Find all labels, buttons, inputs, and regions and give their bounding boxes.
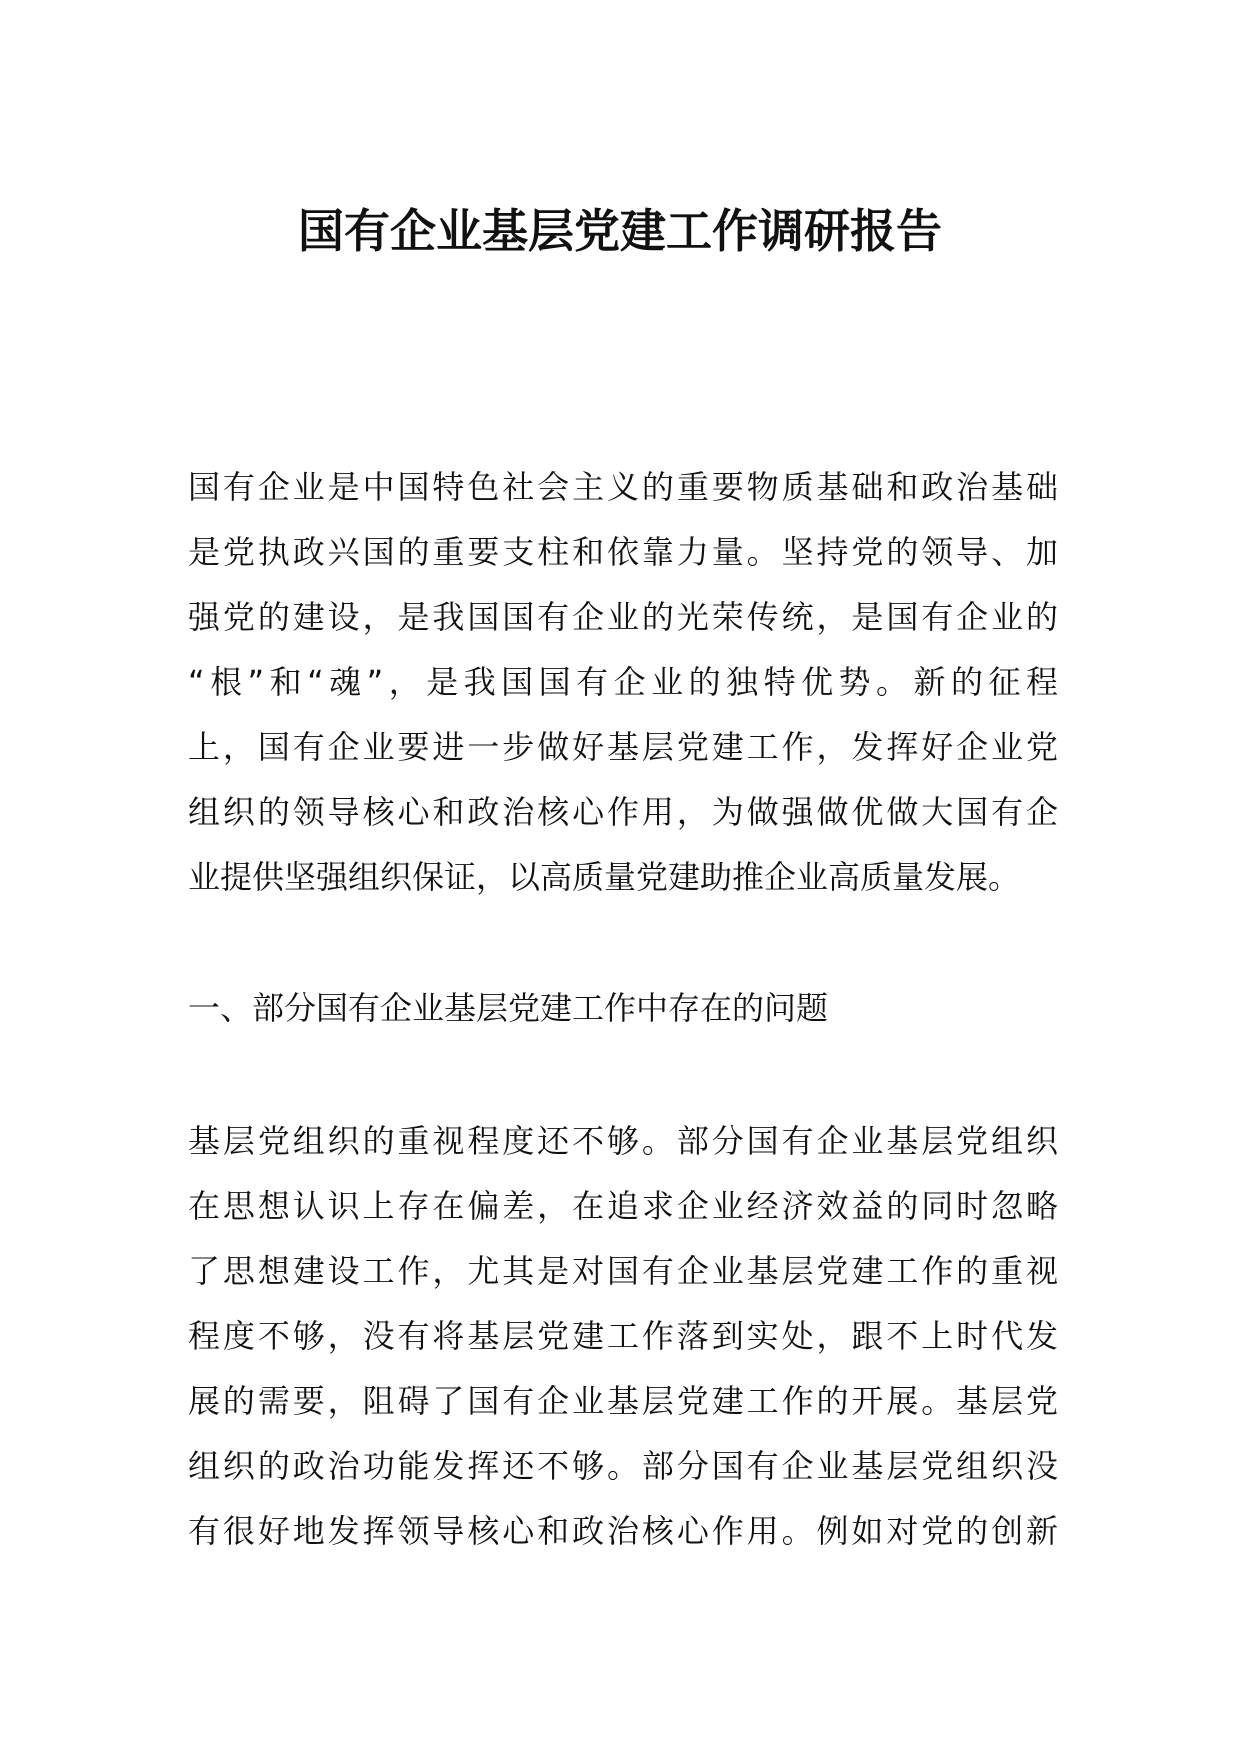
spacer: [188, 1041, 1058, 1109]
paragraph-line: 在思想认识上存在偏差，在追求企业经济效益的同时忽略: [188, 1187, 1058, 1225]
document-title: 国有企业基层党建工作调研报告: [298, 204, 942, 258]
paragraph-line: 基层党组织的重视程度还不够。部分国有企业基层党组织: [188, 1122, 1058, 1160]
section-heading: 一、部分国有企业基层党建工作中存在的问题: [188, 989, 829, 1027]
paragraph-line: 业提供坚强组织保证，以高质量党建助推企业高质量发展。: [188, 858, 1021, 896]
intro-paragraph: [188, 455, 1058, 910]
paragraph-line: 国有企业是中国特色社会主义的重要物质基础和政治基础: [188, 468, 1058, 506]
paragraph-line: 强党的建设，是我国国有企业的光荣传统，是国有企业的: [188, 598, 1058, 636]
paragraph-line: “根”和“魂”，是我国国有企业的独特优势。新的征程: [188, 663, 1058, 701]
spacer: [188, 910, 1058, 976]
paragraph-line: 了思想建设工作，尤其是对国有企业基层党建工作的重视: [188, 1252, 1058, 1290]
paragraph-line: 有很好地发挥领导核心和政治核心作用。例如对党的创新: [188, 1512, 1058, 1550]
paragraph-line: 程度不够，没有将基层党建工作落到实处，跟不上时代发: [188, 1317, 1058, 1355]
document-body: [188, 455, 1058, 1564]
paragraph-line: 上，国有企业要进一步做好基层党建工作，发挥好企业党: [188, 728, 1058, 766]
paragraph-line: 组织的政治功能发挥还不够。部分国有企业基层党组织没: [188, 1447, 1058, 1485]
paragraph-line: 组织的领导核心和政治核心作用，为做强做优做大国有企: [188, 793, 1058, 831]
paragraph-line: 是党执政兴国的重要支柱和依靠力量。坚持党的领导、加: [188, 533, 1058, 571]
section-paragraph: [188, 1109, 1058, 1564]
paragraph-line: 展的需要，阻碍了国有企业基层党建工作的开展。基层党: [188, 1382, 1058, 1420]
